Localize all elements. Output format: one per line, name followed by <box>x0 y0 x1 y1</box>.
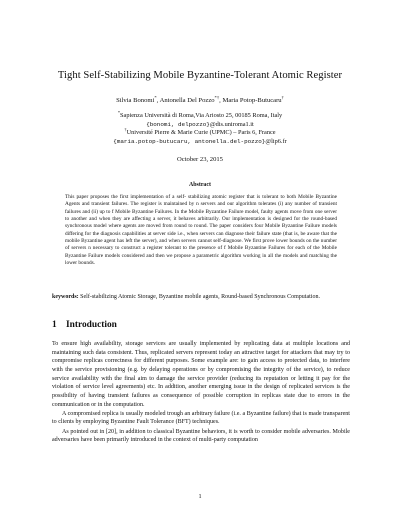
page-number: 1 <box>198 493 202 500</box>
affiliation-1-email: {bonomi, delpozzo}@dis.uniroma1.it <box>146 120 254 128</box>
author-mark: † <box>281 94 284 100</box>
affiliation-2-email: {maria.potop-butucaru, antonella.del-pozzo}@lip6.fr <box>113 137 287 145</box>
author-list: Silvia Bonomi*, Antonella Del Pozzo*†, Maria Potop-Butucaru† <box>116 94 284 104</box>
section-title: Introduction <box>66 320 117 330</box>
affiliation-2: †Université Pierre & Marie Curie (UPMC) – Paris 6, France <box>124 127 276 137</box>
paper-date: October 23, 2015 <box>177 156 223 163</box>
paragraph: As pointed out in [20], in addition to classical Byzantine behaviors, it is worth to consider mobile adversaries. Mobile adversaries have been primarily introduced in the context of multi-party computation <box>52 428 350 444</box>
author-name: Maria Potop-Butucaru <box>222 97 282 104</box>
author-mark: * <box>154 94 157 100</box>
abstract-text: This paper proposes the first implementation of a self- stabilizing atomic register that is tolerant to both Mobile Byzantine Agents and transient failures. The register is maintained by n servers and our algorithm tolerates (i) any number of transient failures and (ii) up to f Mobile Byzantine Failures. In the Mobile Byzantine Failure model, faulty agents move from one server to another and when they are affecting a server, it behaves arbitrarily. Our implementation is designed for the round-based synchronous model where agents are moved from round to round. The paper considers four Mobile Byzantine Failure models differing for the diagnosis capabilities at server side i.e., when servers can diagnose their failure state (that is, be aware that the mobile Byzantine agent has left the server), and when servers cannot self-diagnose. We first prove lower bounds on the number of servers n necessary to construct a register tolerant to the presence of f Mobile Byzantine Failures for each of the Mobile Byzantine Failure models considered and then we propose a parametric algorithm working in all the models and matching the lower bounds. <box>65 194 337 267</box>
paragraph: A compromised replica is usually modeled trough an arbitrary failure (i.e. a Byzantine failure) that is made transparent to clients by employing Byzantine Fault Tolerance (BFT) techniques. <box>52 410 350 426</box>
section-body <box>52 340 350 445</box>
paragraph: To ensure high availability, storage services are usually implemented by replicating data at multiple locations and maintaining such data consistent. Thus, replicated servers represent today an attractive target for attackers that may try to compromise replicas correctness for different purposes. Some example are: to gain access to protected data, to interfere with the service provisioning (e.g. by delaying operations or by compromising the integrity of the service), to reduce service availability with the final aim to damage the service provider (reducing its reputation or letting it pay for the violation of service level agreements) etc. In addition, another emerging issue in the design of replicated services is the possibility of having transient failures as consequence of possible corruption in replicas state due to errors in the communication or in the computation. <box>52 341 350 408</box>
section-number: 1 <box>52 320 57 330</box>
section-heading <box>52 320 117 330</box>
abstract-heading: Abstract <box>189 182 211 188</box>
affiliations <box>0 109 400 146</box>
affiliation-1: *Sapienza Università di Roma,Via Ariosto 25, 00185 Roma, Italy <box>117 109 283 119</box>
author-mark: *† <box>214 94 220 100</box>
keywords-text: Self-stabilizing Atomic Storage, Byzantine mobile agents, Round-based Synchronous Computation. <box>80 294 320 300</box>
paper-title: Tight Self-Stabilizing Mobile Byzantine-Tolerant Atomic Register <box>57 70 343 81</box>
keywords-label: keywords: <box>52 294 79 300</box>
author-name: Antonella Del Pozzo <box>159 97 215 104</box>
author-name: Silvia Bonomi <box>116 97 155 104</box>
keywords <box>52 293 350 302</box>
